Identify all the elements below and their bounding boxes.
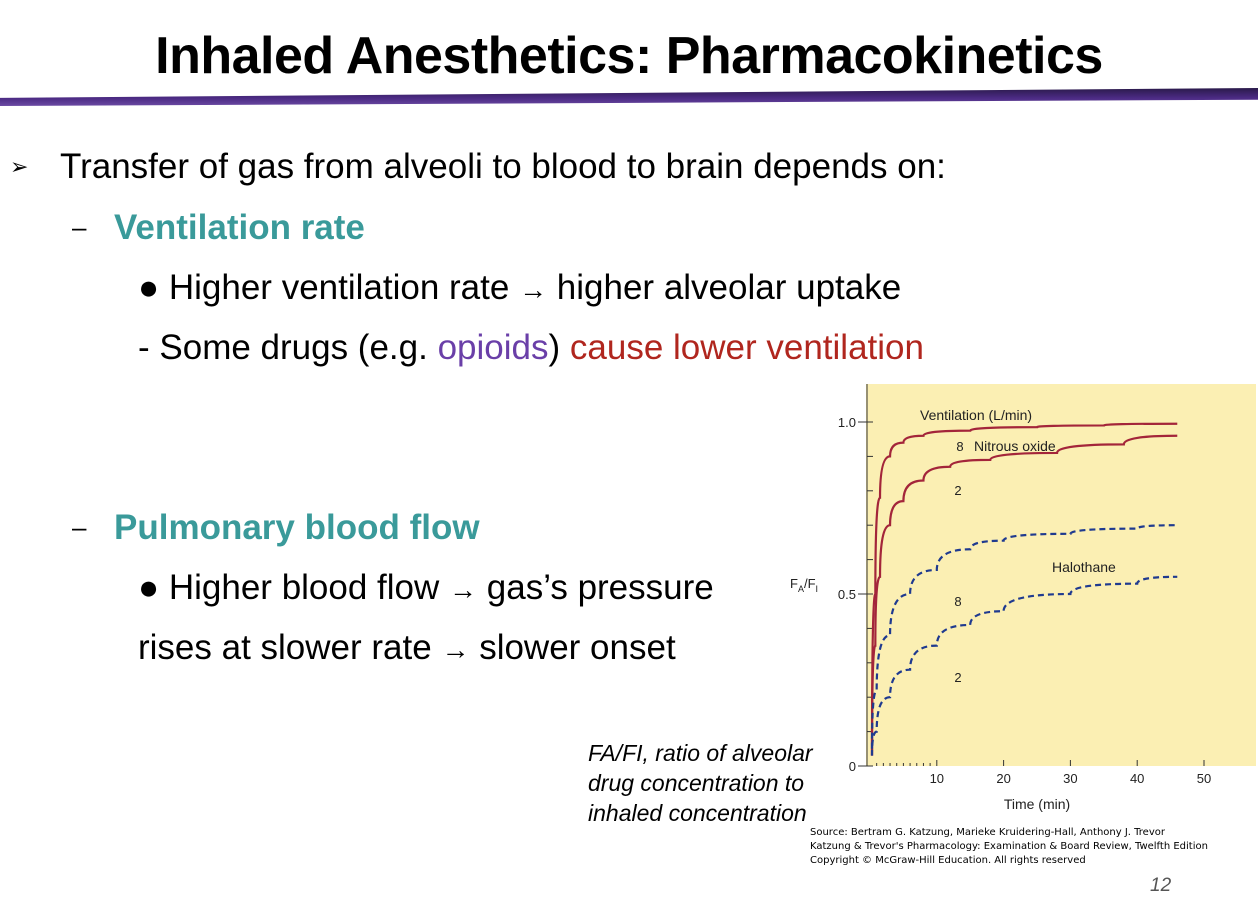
blood-flow-point-1-b: gas’s pressure — [486, 568, 714, 607]
y-tick-label: 0.5 — [837, 587, 856, 602]
ventilation-point-2-a: - Some drugs (e.g. — [138, 328, 438, 367]
x-tick-label: 20 — [996, 771, 1011, 786]
blood-flow-heading: Pulmonary blood flow — [114, 508, 480, 547]
dash-marker: – — [72, 512, 87, 542]
blood-flow-point-1-d: slower onset — [479, 628, 676, 667]
series-label-halothane: Halothane — [1052, 559, 1116, 575]
x-axis-label: Time (min) — [1003, 796, 1071, 812]
source-line-3: Copyright © McGraw-Hill Education. All rights reserved — [810, 855, 1086, 866]
arrow-icon: → — [519, 274, 548, 305]
lower-ventilation-text: cause lower ventilation — [569, 328, 924, 367]
series-label-halothane-2: 2 — [954, 670, 962, 685]
blood-flow-point-1 — [138, 568, 714, 608]
series-label-nitrous-8: 8 — [956, 439, 964, 454]
chart-caption: FA/FI, ratio of alveolar drug concentration to inhaled concentration — [588, 740, 813, 826]
legend-title: Ventilation (L/min) — [920, 407, 1033, 423]
series-label-nitrous-oxide: Nitrous oxide — [974, 438, 1056, 454]
source-citation — [810, 826, 1258, 868]
source-line-1: Source: Bertram G. Katzung, Marieke Kruidering-Hall, Anthony J. Trevor — [810, 827, 1165, 838]
arrow-icon: → — [449, 574, 478, 605]
intro-text: Transfer of gas from alveoli to blood to brain depends on: — [60, 147, 946, 186]
arrow-icon: → — [441, 634, 470, 665]
dash-marker: – — [72, 212, 87, 242]
x-tick-label: 50 — [1196, 771, 1212, 786]
ventilation-point-1-b: higher alveolar uptake — [556, 268, 902, 307]
blood-flow-point-1-c: rises at slower rate — [138, 628, 432, 667]
ventilation-point-2 — [138, 328, 924, 368]
source-line-2: Katzung & Trevor's Pharmacology: Examination & Board Review, Twelfth Edition — [810, 841, 1208, 852]
y-axis-label: $F_A/F_I$ — [790, 576, 819, 594]
x-tick-label: 40 — [1129, 771, 1145, 786]
series-label-nitrous-2: 2 — [954, 483, 962, 498]
series-label-halothane-8: 8 — [954, 594, 962, 609]
ventilation-heading: Ventilation rate — [114, 208, 365, 247]
title-underline — [0, 88, 1258, 106]
y-tick-label: 0 — [848, 759, 856, 774]
fa-fi-chart — [770, 380, 1258, 820]
x-tick-label: 10 — [929, 771, 945, 786]
opioids-text: opioids — [437, 328, 549, 367]
slide-title: Inhaled Anesthetics: Pharmacokinetics — [155, 27, 1103, 85]
x-tick-label: 30 — [1063, 771, 1078, 786]
y-tick-label: 1.0 — [837, 415, 856, 430]
blood-flow-point-2 — [138, 628, 676, 668]
blood-flow-point-1-a: ● Higher blood flow — [138, 568, 440, 607]
ventilation-point-2-b: ) — [548, 328, 570, 367]
page-number: 12 — [1150, 875, 1172, 896]
bullet-marker-icon: ➢ — [10, 154, 29, 179]
chart-plot-background — [866, 384, 1256, 766]
ventilation-point-1-a: ● Higher ventilation rate — [138, 268, 510, 307]
ventilation-point-1 — [138, 268, 901, 308]
